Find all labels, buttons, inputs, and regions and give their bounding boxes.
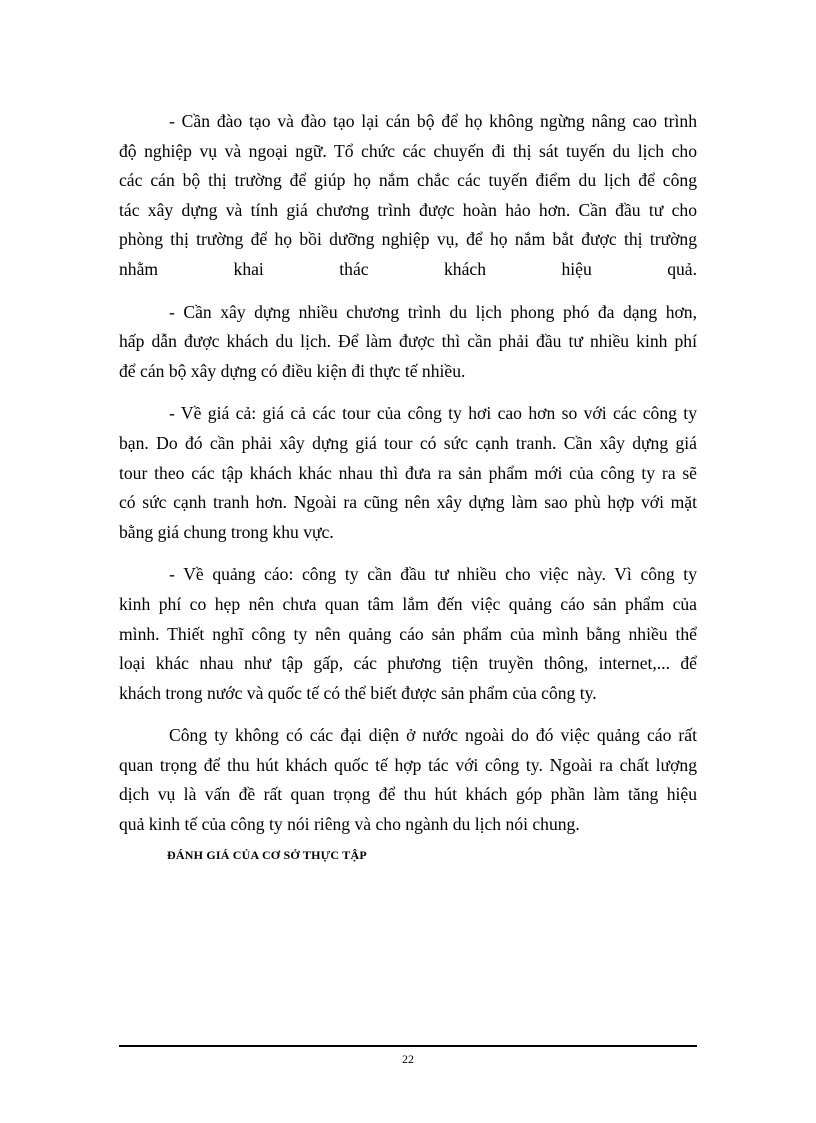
footer-divider <box>119 1045 697 1047</box>
text-line: hấp dẫn được khách du lịch. Để làm được thì cần phải đầu tư nhiều kinh phí <box>119 331 697 352</box>
text-line: tour theo các tập khách khác nhau thì đưa ra sản phẩm mới của công ty ra sẽ <box>119 462 697 483</box>
text-line: - Về giá cả: giá cả các tour của công ty hơi cao hơn so với các công ty <box>169 403 697 424</box>
text-line: quan trọng để thu hút khách quốc tế hợp tác với công ty. Ngoài ra chất lượng <box>119 754 697 775</box>
text-line: để cán bộ xây dựng có điều kiện đi thực tế nhiều. <box>119 360 466 381</box>
text-line: có sức cạnh tranh hơn. Ngoài ra cũng nên xây dựng làm sao phù hợp với mặt <box>119 492 697 513</box>
document-body <box>119 107 697 853</box>
text-line: - Cần xây dựng nhiều chương trình du lịch phong phó đa dạng hơn, <box>169 301 697 322</box>
page-number: 22 <box>402 1052 414 1066</box>
paragraph-training <box>119 107 697 285</box>
paragraph-programs <box>119 298 697 387</box>
text-line: quả kinh tế của công ty nói riêng và cho ngành du lịch nói chung. <box>119 814 580 835</box>
paragraph-advertising <box>119 560 697 708</box>
text-line: độ nghiệp vụ và ngoại ngữ. Tổ chức các chuyến đi thị sát tuyến du lịch cho <box>119 140 697 161</box>
text-line: - Về quảng cáo: công ty cần đầu tư nhiều cho việc này. Vì công ty <box>169 564 697 585</box>
paragraph-pricing <box>119 399 697 547</box>
section-heading: ĐÁNH GIÁ CỦA CƠ SỞ THỰC TẬP <box>167 848 367 862</box>
paragraph-representation <box>119 721 697 839</box>
text-line: dịch vụ là vấn đề rất quan trọng để thu hút khách góp phần làm tăng hiệu <box>119 784 697 805</box>
text-line: phòng thị trường để họ bồi dưỡng nghiệp vụ, để họ nắm bắt được thị trường <box>119 229 697 250</box>
text-line: mình. Thiết nghĩ công ty nên quảng cáo sản phẩm của mình bằng nhiều thể <box>119 623 697 644</box>
text-line: các cán bộ thị trường để giúp họ nắm chắc các tuyến điểm du lịch để công <box>119 170 697 191</box>
text-line: Công ty không có các đại diện ở nước ngoài do đó việc quảng cáo rất <box>169 725 697 746</box>
text-line: - Cần đào tạo và đào tạo lại cán bộ để họ không ngừng nâng cao trình <box>169 111 697 131</box>
text-line: kinh phí co hẹp nên chưa quan tâm lắm đến việc quảng cáo sản phẩm của <box>119 593 697 614</box>
text-line: bạn. Do đó cần phải xây dựng giá tour có sức cạnh tranh. Cần xây dựng giá <box>119 432 697 453</box>
text-line: loại khác nhau như tập gấp, các phương tiện truyền thông, internet,... để <box>119 653 697 674</box>
text-line: khách trong nước và quốc tế có thể biết được sản phẩm của công ty. <box>119 682 597 703</box>
text-line: tác xây dựng và tính giá chương trình được hoàn hảo hơn. Cần đầu tư cho <box>119 199 697 220</box>
text-line: bằng giá chung trong khu vực. <box>119 521 334 542</box>
text-line: nhằm khai thác khách hiệu quả. <box>119 258 697 279</box>
